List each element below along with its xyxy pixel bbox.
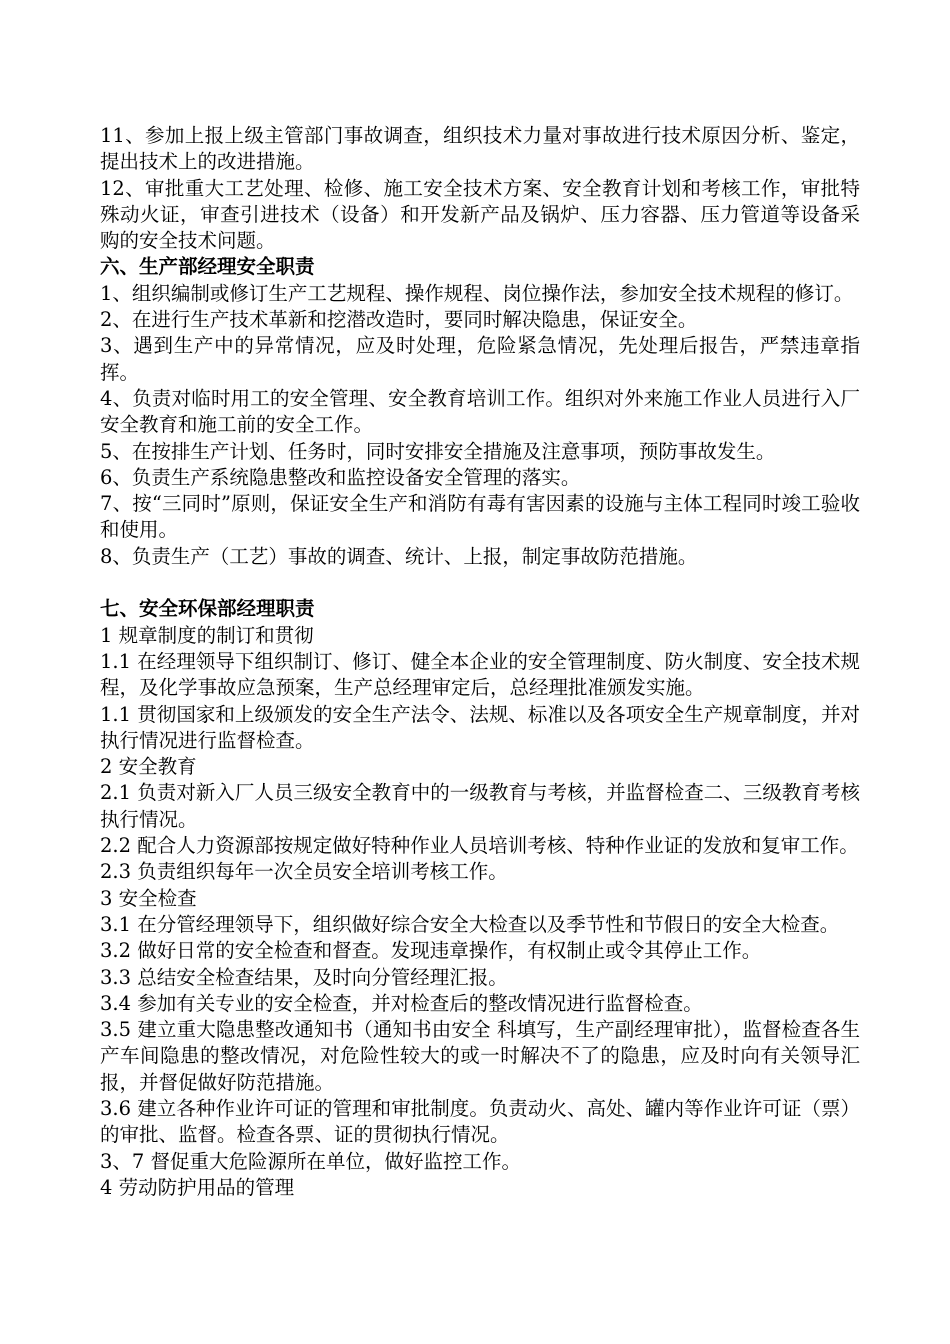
paragraph: 3.1 在分管经理领导下，组织做好综合安全大检查以及季节性和节假日的安全大检查。 (100, 912, 840, 936)
paragraph: 5、在按排生产计划、任务时，同时安排安全措施及注意事项，预防事故发生。 (100, 439, 776, 463)
paragraph: 3.4 参加有关专业的安全检查，并对检查后的整改情况进行监督检查。 (100, 991, 703, 1015)
section-heading: 六、生产部经理安全职责 (100, 255, 315, 279)
paragraph: 1.1 在经理领导下组织制订、修订、健全本企业的安全管理制度、防火制度、安全技术规程，及化学事故应急预案，生产总经理审定后，总经理批准颁发实施。 (100, 649, 860, 700)
paragraph: 1.1 贯彻国家和上级颁发的安全生产法令、法规、标准以及各项安全生产规章制度，并对执行情况进行监督检查。 (100, 702, 860, 752)
paragraph: 3.5 建立重大隐患整改通知书（通知书由安全 科填写，生产副经理审批），监督检查各生产车间隐患的整改情况，对危险性较大的或一时解决不了的隐患，应及时向有关领导汇报，并督促做好防范措施。 (100, 1018, 860, 1094)
paragraph: 11、参加上报上级主管部门事故调查，组织技术力量对事故进行技术原因分析、鉴定，提出技术上的改进措施。 (100, 124, 860, 174)
paragraph: 2、在进行生产技术革新和挖潜改造时，要同时解决隐患，保证安全。 (100, 308, 698, 332)
paragraph: 7、按“三同时”原则，保证安全生产和消防有毒有害因素的设施与主体工程同时竣工验收和使用。 (100, 492, 860, 542)
document-body (100, 123, 860, 1201)
paragraph: 2.1 负责对新入厂人员三级安全教育中的一级教育与考核，并监督检查二、三级教育考核执行情况。 (100, 781, 860, 831)
paragraph: 3、7 督促重大危险源所在单位，做好监控工作。 (100, 1149, 522, 1173)
section-heading: 七、安全环保部经理职责 (100, 597, 315, 621)
paragraph: 3.6 建立各种作业许可证的管理和审批制度。负责动火、高处、罐内等作业许可证（票）的审批、监督。检查各票、证的贯彻执行情况。 (100, 1096, 860, 1147)
paragraph: 3、遇到生产中的异常情况，应及时处理，危险紧急情况，先处理后报告，严禁违章指挥。 (100, 334, 860, 384)
paragraph: 2.3 负责组织每年一次全员安全培训考核工作。 (100, 860, 508, 884)
paragraph: 6、负责生产系统隐患整改和监控设备安全管理的落实。 (100, 465, 581, 489)
paragraph: 2 安全教育 (100, 755, 197, 779)
blank-line (100, 570, 860, 596)
paragraph: 3.3 总结安全检查结果，及时向分管经理汇报。 (100, 965, 508, 989)
paragraph: 8、负责生产（工艺）事故的调查、统计、上报，制定事故防范措施。 (100, 544, 698, 568)
paragraph: 12、审批重大工艺处理、检修、施工安全技术方案、安全教育计划和考核工作，审批特殊动火证，审查引进技术（设备）和开发新产品及锅炉、压力容器、压力管道等设备采购的安全技术问题。 (100, 176, 860, 253)
paragraph: 4 劳动防护用品的管理 (100, 1175, 295, 1199)
paragraph: 4、负责对临时用工的安全管理、安全教育培训工作。组织对外来施工作业人员进行入厂安全教育和施工前的安全工作。 (100, 386, 860, 437)
paragraph: 3 安全检查 (100, 886, 197, 910)
paragraph: 2.2 配合人力资源部按规定做好特种作业人员培训考核、特种作业证的发放和复审工作。 (100, 834, 859, 858)
paragraph: 1 规章制度的制订和贯彻 (100, 623, 314, 647)
paragraph: 1、组织编制或修订生产工艺规程、操作规程、岗位操作法，参加安全技术规程的修订。 (100, 281, 854, 305)
paragraph: 3.2 做好日常的安全检查和督查。发现违章操作，有权制止或令其停止工作。 (100, 939, 762, 963)
